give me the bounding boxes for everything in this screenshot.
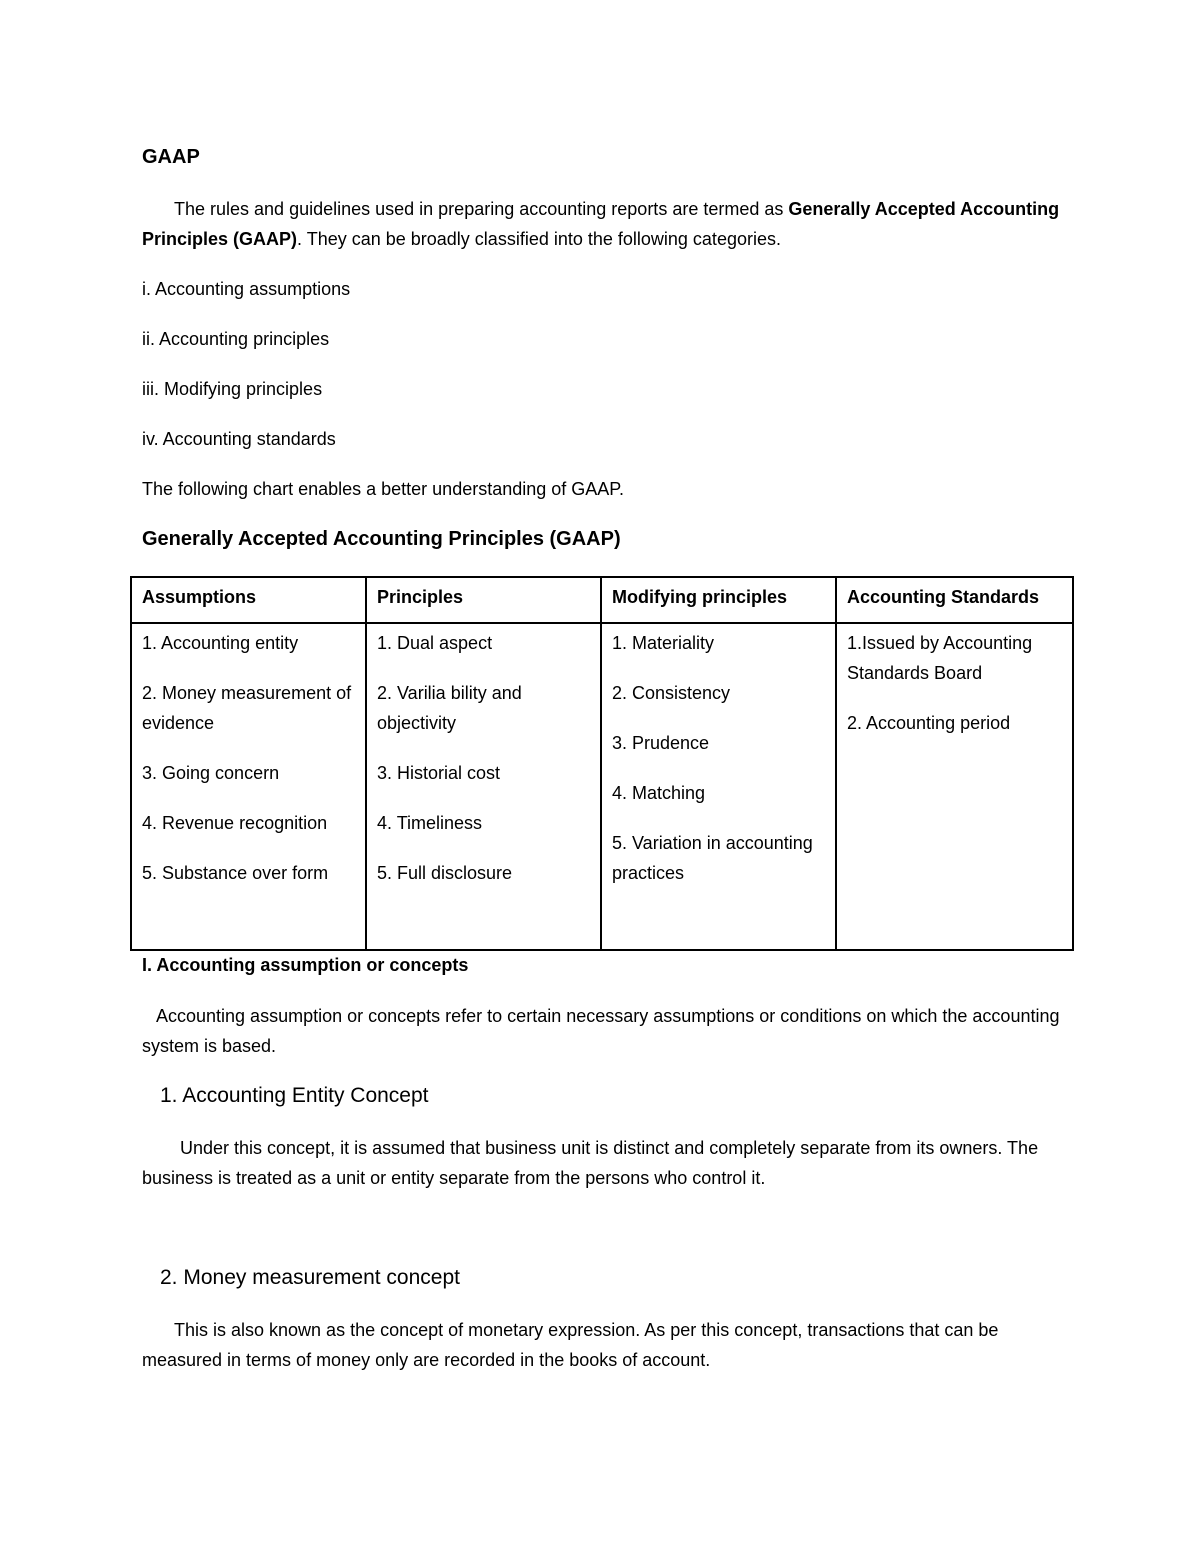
intro-text-end: . They can be broadly classified into the following categories. [297, 229, 781, 249]
intro-bold-term: Generally Accepted Accounting Principles (GAAP) [142, 199, 1060, 249]
concept-heading: 1. Accounting Entity Concept [160, 1084, 429, 1107]
page-title: GAAP [142, 146, 200, 168]
list-item: 3. Prudence [612, 733, 710, 753]
list-item: 5. Full disclosure [377, 863, 513, 883]
intro-text: The rules and guidelines used in preparing accounting reports are termed as [174, 199, 789, 219]
list-item: 2. Consistency [612, 683, 731, 703]
gaap-table [130, 576, 1074, 951]
header-accounting-standards: Accounting Standards [836, 577, 1073, 623]
table-row [131, 623, 1073, 950]
list-item: 1. Materiality [612, 633, 715, 653]
accounting-standards-cell [836, 623, 1073, 950]
list-item: 1. Dual aspect [377, 633, 493, 653]
header-assumptions: Assumptions [131, 577, 366, 623]
category-item: ii. Accounting principles [142, 329, 330, 349]
header-principles: Principles [366, 577, 601, 623]
list-item: 4. Revenue recognition [142, 813, 328, 833]
list-item: 1. Accounting entity [142, 633, 299, 653]
list-item: 3. Going concern [142, 763, 280, 783]
modifying-principles-cell [601, 623, 836, 950]
principles-cell [366, 623, 601, 950]
category-item: iv. Accounting standards [142, 429, 336, 449]
list-item: 2. Accounting period [847, 713, 1011, 733]
table-header-row [131, 577, 1073, 623]
section-heading: I. Accounting assumption or concepts [142, 955, 469, 975]
concept-paragraph: This is also known as the concept of monetary expression. As per this concept, transactions that can be measured in terms of money only are recorded in the books of account. [142, 1320, 999, 1370]
list-item: 4. Timeliness [377, 813, 483, 833]
assumptions-cell [131, 623, 366, 950]
concept-paragraph: Under this concept, it is assumed that business unit is distinct and completely separate from its owners. The business is treated as a unit or entity separate from the persons who control it. [142, 1138, 1039, 1188]
list-item: 2. Money measurement of evidence [142, 683, 352, 733]
list-item: 2. Varilia bility and objectivity [377, 683, 522, 733]
header-modifying-principles: Modifying principles [601, 577, 836, 623]
list-item: 1.Issued by Accounting Standards Board [847, 633, 1033, 683]
chart-intro: The following chart enables a better understanding of GAAP. [142, 479, 624, 499]
concept-heading: 2. Money measurement concept [160, 1266, 460, 1289]
list-item: 5. Variation in accounting practices [612, 833, 813, 883]
list-item: 5. Substance over form [142, 863, 329, 883]
list-item: 4. Matching [612, 783, 706, 803]
intro-paragraph [142, 194, 1062, 254]
table-title: Generally Accepted Accounting Principles (GAAP) [142, 528, 621, 550]
list-item: 3. Historial cost [377, 763, 501, 783]
category-item: i. Accounting assumptions [142, 279, 351, 299]
category-item: iii. Modifying principles [142, 379, 323, 399]
section-paragraph: Accounting assumption or concepts refer to certain necessary assumptions or conditions on which the accounting system is based. [142, 1006, 1060, 1056]
